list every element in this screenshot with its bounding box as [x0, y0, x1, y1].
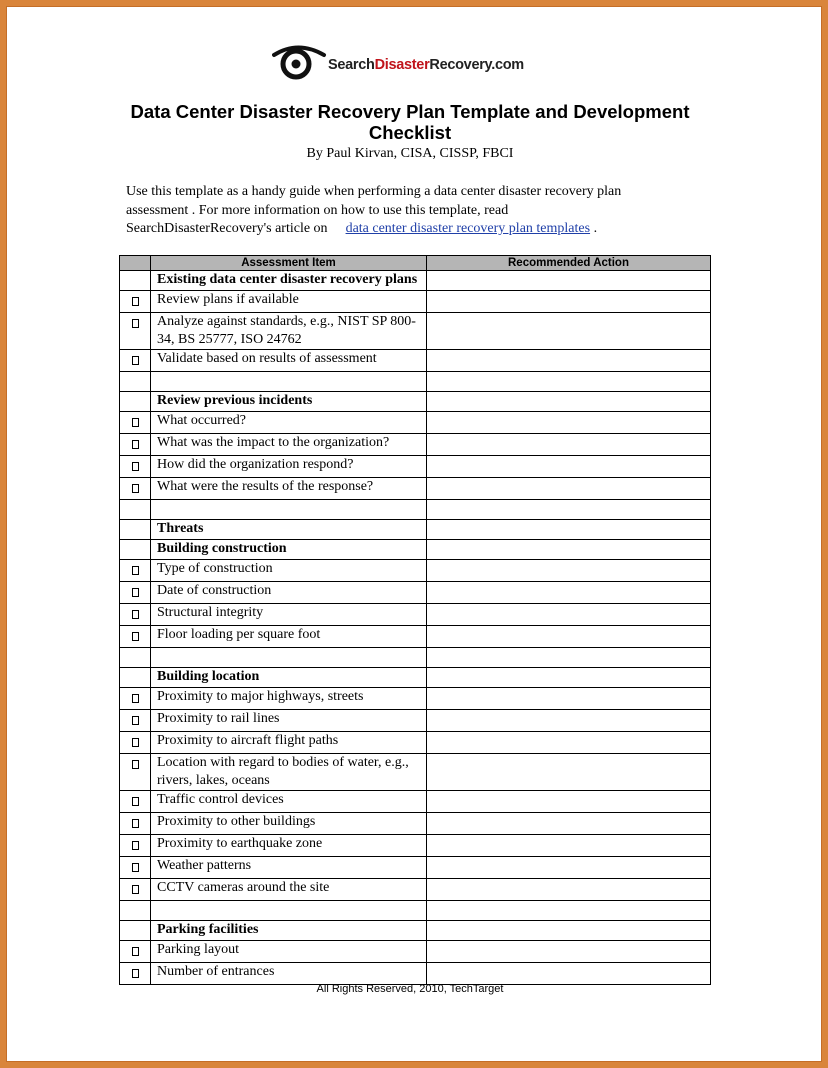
assessment-item-cell: Building location: [151, 668, 427, 688]
logo-text: SearchDisasterRecovery.com: [328, 57, 524, 73]
header-recommended-action: Recommended Action: [427, 256, 711, 271]
assessment-item-cell: Validate based on results of assessment: [151, 350, 427, 372]
recommended-action-cell[interactable]: [427, 271, 711, 291]
checkbox[interactable]: [132, 484, 139, 493]
recommended-action-cell[interactable]: [427, 732, 711, 754]
checkbox[interactable]: [132, 566, 139, 575]
checklist-table: [119, 255, 711, 985]
assessment-item-cell: Analyze against standards, e.g., NIST SP 800-34, BS 25777, ISO 24762: [151, 313, 427, 350]
document-title: Data Center Disaster Recovery Plan Template and Development Checklist: [130, 101, 690, 143]
table-row: [120, 626, 711, 648]
recommended-action-cell[interactable]: [427, 313, 711, 350]
checkbox[interactable]: [132, 440, 139, 449]
assessment-item-cell: Review previous incidents: [151, 392, 427, 412]
assessment-item-cell: Parking facilities: [151, 921, 427, 941]
section-header-row: [120, 520, 711, 540]
section-header-row: [120, 392, 711, 412]
checkbox[interactable]: [132, 760, 139, 769]
checkbox[interactable]: [132, 947, 139, 956]
table-row: [120, 412, 711, 434]
checkbox-cell: [120, 456, 151, 478]
templates-article-link[interactable]: data center disaster recovery plan templates: [345, 221, 591, 236]
table-row: [120, 879, 711, 901]
table-row: [120, 372, 711, 392]
checkbox[interactable]: [132, 632, 139, 641]
recommended-action-cell[interactable]: [427, 688, 711, 710]
table-row: [120, 813, 711, 835]
checkbox-cell: [120, 313, 151, 350]
table-header-row: [120, 256, 711, 271]
recommended-action-cell[interactable]: [427, 941, 711, 963]
checkbox-cell: [120, 813, 151, 835]
checkbox[interactable]: [132, 588, 139, 597]
checkbox[interactable]: [132, 969, 139, 978]
checkbox-cell: [120, 291, 151, 313]
checkbox-cell: [120, 412, 151, 434]
table-row: [120, 313, 711, 350]
checkbox-cell: [120, 879, 151, 901]
table-row: [120, 754, 711, 791]
assessment-item-cell: Proximity to earthquake zone: [151, 835, 427, 857]
assessment-item-cell: CCTV cameras around the site: [151, 879, 427, 901]
checkbox-cell: [120, 582, 151, 604]
assessment-item-cell: Proximity to rail lines: [151, 710, 427, 732]
recommended-action-cell[interactable]: [427, 754, 711, 791]
checkbox-cell: [120, 688, 151, 710]
checkbox[interactable]: [132, 841, 139, 850]
recommended-action-cell[interactable]: [427, 291, 711, 313]
table-row: [120, 688, 711, 710]
recommended-action-cell[interactable]: [427, 857, 711, 879]
recommended-action-cell[interactable]: [427, 372, 711, 392]
recommended-action-cell[interactable]: [427, 963, 711, 985]
header-checkbox-column: [120, 256, 151, 271]
checkbox[interactable]: [132, 797, 139, 806]
checkbox-cell: [120, 434, 151, 456]
table-row: [120, 350, 711, 372]
checkbox[interactable]: [132, 610, 139, 619]
table-row: [120, 456, 711, 478]
checkbox-cell: [120, 350, 151, 372]
assessment-item-cell: Type of construction: [151, 560, 427, 582]
author-line: By Paul Kirvan, CISA, CISSP, FBCI: [306, 146, 514, 161]
assessment-item-cell: Threats: [151, 520, 427, 540]
checkbox[interactable]: [132, 319, 139, 328]
checkbox[interactable]: [132, 418, 139, 427]
table-row: [120, 500, 711, 520]
checkbox-cell: [120, 271, 151, 291]
intro-paragraph: Use this template as a handy guide when performing a data center disaster recovery plan assessment . For more information on how to use this template, read SearchDisasterRecovery's article on data center disaster recovery plan templates .: [126, 184, 622, 236]
assessment-item-cell: [151, 648, 427, 668]
recommended-action-cell[interactable]: [427, 879, 711, 901]
checkbox-cell: [120, 835, 151, 857]
assessment-item-cell: What occurred?: [151, 412, 427, 434]
assessment-item-cell: What were the results of the response?: [151, 478, 427, 500]
checkbox-cell: [120, 648, 151, 668]
assessment-item-cell: Review plans if available: [151, 291, 427, 313]
assessment-item-cell: Proximity to major highways, streets: [151, 688, 427, 710]
site-logo: [272, 42, 532, 82]
checkbox-cell: [120, 478, 151, 500]
checkbox-cell: [120, 604, 151, 626]
assessment-item-cell: Structural integrity: [151, 604, 427, 626]
recommended-action-cell[interactable]: [427, 604, 711, 626]
checkbox[interactable]: [132, 462, 139, 471]
recommended-action-cell[interactable]: [427, 582, 711, 604]
eye-logo-icon: [272, 42, 328, 82]
section-header-row: [120, 668, 711, 688]
table-row: [120, 710, 711, 732]
assessment-item-cell: Date of construction: [151, 582, 427, 604]
recommended-action-cell[interactable]: [427, 478, 711, 500]
recommended-action-cell[interactable]: [427, 901, 711, 921]
assessment-item-cell: [151, 372, 427, 392]
recommended-action-cell[interactable]: [427, 392, 711, 412]
table-row: [120, 791, 711, 813]
footer-copyright: All Rights Reserved, 2010, TechTarget: [316, 983, 504, 995]
checkbox-cell: [120, 668, 151, 688]
table-row: [120, 604, 711, 626]
section-header-row: [120, 921, 711, 941]
table-row: [120, 648, 711, 668]
recommended-action-cell[interactable]: [427, 412, 711, 434]
checkbox-cell: [120, 560, 151, 582]
assessment-item-cell: Weather patterns: [151, 857, 427, 879]
table-row: [120, 478, 711, 500]
checkbox-cell: [120, 901, 151, 921]
checkbox[interactable]: [132, 716, 139, 725]
checkbox-cell: [120, 520, 151, 540]
assessment-item-cell: Proximity to aircraft flight paths: [151, 732, 427, 754]
checkbox-cell: [120, 791, 151, 813]
checkbox-cell: [120, 392, 151, 412]
checkbox-cell: [120, 500, 151, 520]
checkbox-cell: [120, 710, 151, 732]
recommended-action-cell[interactable]: [427, 540, 711, 560]
assessment-item-cell: Existing data center disaster recovery plans: [151, 271, 427, 291]
checkbox[interactable]: [132, 819, 139, 828]
checkbox[interactable]: [132, 738, 139, 747]
recommended-action-cell[interactable]: [427, 626, 711, 648]
recommended-action-cell[interactable]: [427, 434, 711, 456]
table-row: [120, 941, 711, 963]
table-row: [120, 901, 711, 921]
assessment-item-cell: Location with regard to bodies of water, e.g., rivers, lakes, oceans: [151, 754, 427, 791]
checkbox[interactable]: [132, 885, 139, 894]
checkbox-cell: [120, 963, 151, 985]
table-row: [120, 582, 711, 604]
recommended-action-cell[interactable]: [427, 710, 711, 732]
checkbox-cell: [120, 540, 151, 560]
assessment-item-cell: How did the organization respond?: [151, 456, 427, 478]
table-row: [120, 963, 711, 985]
checkbox-cell: [120, 941, 151, 963]
checkbox-cell: [120, 857, 151, 879]
recommended-action-cell[interactable]: [427, 813, 711, 835]
recommended-action-cell[interactable]: [427, 500, 711, 520]
recommended-action-cell[interactable]: [427, 668, 711, 688]
header-assessment-item: Assessment Item: [151, 256, 427, 271]
recommended-action-cell[interactable]: [427, 520, 711, 540]
assessment-item-cell: Floor loading per square foot: [151, 626, 427, 648]
recommended-action-cell[interactable]: [427, 648, 711, 668]
assessment-item-cell: What was the impact to the organization?: [151, 434, 427, 456]
checkbox[interactable]: [132, 356, 139, 365]
recommended-action-cell[interactable]: [427, 350, 711, 372]
checkbox-cell: [120, 921, 151, 941]
assessment-item-cell: Traffic control devices: [151, 791, 427, 813]
checkbox[interactable]: [132, 863, 139, 872]
checkbox-cell: [120, 732, 151, 754]
table-row: [120, 434, 711, 456]
assessment-item-cell: [151, 500, 427, 520]
table-row: [120, 560, 711, 582]
checkbox[interactable]: [132, 297, 139, 306]
checkbox[interactable]: [132, 694, 139, 703]
assessment-item-cell: Parking layout: [151, 941, 427, 963]
checkbox-cell: [120, 754, 151, 791]
assessment-item-cell: Number of entrances: [151, 963, 427, 985]
recommended-action-cell[interactable]: [427, 835, 711, 857]
recommended-action-cell[interactable]: [427, 560, 711, 582]
recommended-action-cell[interactable]: [427, 456, 711, 478]
table-row: [120, 732, 711, 754]
checkbox-cell: [120, 626, 151, 648]
section-header-row: [120, 540, 711, 560]
table-row: [120, 291, 711, 313]
assessment-item-cell: [151, 901, 427, 921]
checkbox-cell: [120, 372, 151, 392]
assessment-item-cell: Proximity to other buildings: [151, 813, 427, 835]
assessment-item-cell: Building construction: [151, 540, 427, 560]
section-header-row: [120, 271, 711, 291]
recommended-action-cell[interactable]: [427, 921, 711, 941]
table-row: [120, 857, 711, 879]
table-row: [120, 835, 711, 857]
recommended-action-cell[interactable]: [427, 791, 711, 813]
